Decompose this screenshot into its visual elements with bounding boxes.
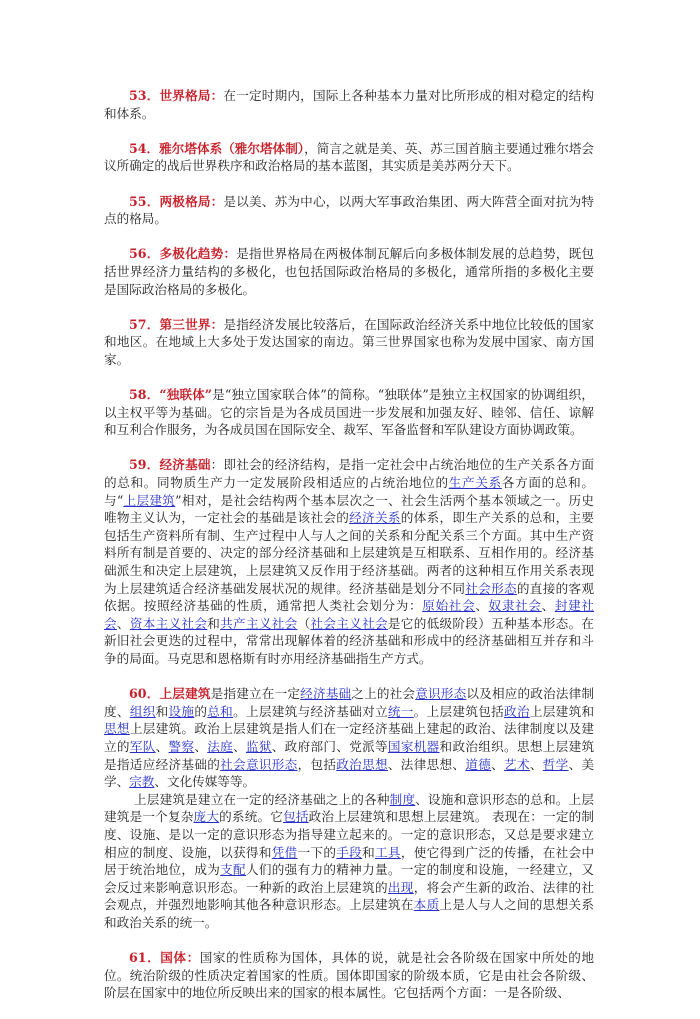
entry-number: 56． bbox=[129, 246, 160, 262]
entry-term: 国体： bbox=[160, 950, 200, 966]
entry-text: 、法律思想、 bbox=[387, 756, 466, 772]
link-huge[interactable]: 庞大 bbox=[193, 809, 220, 825]
entry-text: 、设施和意识形态的总和。上层建筑是一个复杂 bbox=[104, 791, 595, 825]
entry-text: 的体系，即生产关系的总和，主要包括生产资料所有制、生产过程中人与人之间的关系和分配关系三个方面。其中生产资料所有制是首要的、决定的部分经济基础和上层建筑是互相联系、互相作用的。经济基础派生和决定上层建筑，上层建筑又反作用于经济基础。两者的这种相互作用关系表现为上层建筑适合经济基础发展状况的规律。经济基础是划分不同 bbox=[104, 510, 595, 596]
entry-text: 人们的强有力的精神力量。一定的制度和设施，一经建立，又会反过来影响意识形态。一种新的政治上层建筑的 bbox=[104, 862, 595, 895]
entry-59 bbox=[104, 456, 594, 667]
link-social-ideology[interactable]: 社会意识形态 bbox=[220, 756, 298, 772]
entry-text: 上是人与人之间的思想关系和政治关系的统一。 bbox=[104, 897, 595, 930]
entry-text: 的直接的客观依据。按照经济基础的性质，通常把人类社会划分为： bbox=[104, 580, 595, 614]
entry-text: 以及相应的政治法律制度、 bbox=[104, 686, 595, 719]
entry-text: 。上层建筑与经济基础对立 bbox=[233, 703, 388, 719]
link-religion[interactable]: 宗教 bbox=[129, 774, 155, 790]
document-page bbox=[104, 87, 594, 1019]
link-capitalist-society[interactable]: 资本主义社会 bbox=[129, 615, 208, 631]
entry-term: 两极格局： bbox=[159, 193, 224, 209]
entry-text: ，简言之就是美、英、苏三国首脑主要通过雅尔塔会议所确定的战后世界秩序和政治格局的基本蓝图，其实质是美苏两分天下。 bbox=[104, 140, 595, 174]
link-essence[interactable]: 本质 bbox=[413, 897, 440, 913]
entry-text: 上层建筑和 bbox=[529, 703, 595, 719]
entry-text: 和 bbox=[362, 844, 375, 860]
entry-54 bbox=[104, 140, 594, 175]
link-state-machine[interactable]: 国家机器 bbox=[387, 738, 440, 754]
link-production-relations[interactable]: 生产关系 bbox=[448, 475, 502, 491]
entry-text: 、 bbox=[155, 738, 169, 754]
link-social-formation[interactable]: 社会形态 bbox=[465, 580, 517, 596]
entry-58 bbox=[104, 386, 594, 439]
entry-text: 、 bbox=[491, 756, 505, 772]
link-rely-on[interactable]: 凭借 bbox=[271, 844, 298, 860]
entry-60 bbox=[104, 685, 594, 791]
entry-text: 、 bbox=[233, 738, 246, 754]
entry-term: 多极化趋势： bbox=[159, 246, 237, 262]
link-superstructure[interactable]: 上层建筑 bbox=[123, 492, 176, 508]
entry-text: 国家的性质称为国体，具体的说，就是社会各阶级在国家中所处的地位。统治阶级的性质决定着国家的性质。国体即国家的阶级本质，它是由社会各阶级、阶层在国家中的地位所反映出来的国家的根本属性。它包括两个方面：一是各阶级、 bbox=[104, 950, 595, 1001]
entry-number: 55． bbox=[129, 193, 160, 209]
entry-text: ，将会产生新的政治、法律的社会观点，并强烈地影响其他各种意识形态。上层建筑在 bbox=[104, 879, 595, 913]
entry-text: 、美学、 bbox=[104, 756, 595, 790]
entry-text: 和 bbox=[207, 615, 221, 631]
entry-text: 、政府部门、党派等 bbox=[271, 738, 388, 754]
entry-term: 经济基础 bbox=[159, 457, 211, 473]
link-sum[interactable]: 总和 bbox=[207, 703, 234, 719]
entry-number: 59． bbox=[129, 457, 160, 473]
link-primitive-society[interactable]: 原始社会 bbox=[422, 598, 476, 614]
entry-number: 57． bbox=[129, 316, 160, 332]
link-emerge[interactable]: 出现 bbox=[387, 879, 414, 895]
entry-text: 、 bbox=[116, 615, 130, 631]
entry-55 bbox=[104, 193, 594, 228]
entry-text: 、 bbox=[194, 738, 208, 754]
link-political-thought[interactable]: 政治思想 bbox=[336, 756, 388, 772]
entry-text: 是它的低级阶段）五种基本形态。在新旧社会更迭的过程中，常常出现解体着的经济基础和形成中的经济基础相互并存和斗争的局面。马克思和恩格斯有时亦用经济基础指生产方式。 bbox=[104, 615, 595, 666]
link-art[interactable]: 艺术 bbox=[504, 756, 530, 772]
entry-term: 雅尔塔体系（雅尔塔体制） bbox=[159, 140, 305, 156]
entry-text: 、 bbox=[541, 598, 555, 614]
link-slave-society[interactable]: 奴隶社会 bbox=[488, 598, 542, 614]
entry-text: 的 bbox=[194, 703, 208, 719]
entry-61 bbox=[104, 949, 594, 1002]
link-dominate[interactable]: 支配 bbox=[220, 862, 246, 878]
link-thought[interactable]: 思想 bbox=[104, 721, 130, 737]
entry-number: 60． bbox=[129, 686, 160, 702]
entry-53 bbox=[104, 87, 594, 122]
link-feudal-society[interactable]: 封建社会 bbox=[104, 598, 595, 631]
link-economic-base[interactable]: 经济基础 bbox=[300, 686, 352, 702]
link-politics[interactable]: 政治 bbox=[504, 703, 530, 719]
link-morality[interactable]: 道德 bbox=[465, 756, 492, 772]
link-organization[interactable]: 组织 bbox=[129, 703, 156, 719]
link-communist-society[interactable]: 共产主义社会 bbox=[220, 615, 298, 631]
link-ideology[interactable]: 意识形态 bbox=[415, 686, 467, 702]
entry-text: 在一定时期内，国际上各种基本力量对比所形成的相对稳定的结构和体系。 bbox=[104, 88, 595, 121]
link-means[interactable]: 手段 bbox=[336, 844, 363, 860]
entry-text: ”相对，是社会结构两个基本层次之一、社会生活两个基本领域之一。历史唯物主义认为，一定社会的基础是该社会的 bbox=[104, 492, 594, 526]
entry-text: 上层建筑。政治上层建筑是指人们在一定经济基础上建起的政治、法律制度以及建立的 bbox=[104, 721, 595, 754]
entry-number: 58． bbox=[129, 387, 160, 403]
link-facilities[interactable]: 设施 bbox=[168, 703, 195, 719]
entry-text: 是指经济发展比较落后，在国际政治经济关系中地位比较低的国家和地区。在地域上大多处于发达国家的南边。第三世界国家也称为发展中国家、南方国家。 bbox=[104, 316, 595, 367]
entry-text: 之上的社会 bbox=[351, 686, 416, 702]
entry-text: 一下的 bbox=[297, 844, 337, 860]
link-include[interactable]: 包括 bbox=[283, 809, 309, 825]
link-tools[interactable]: 工具 bbox=[375, 844, 401, 860]
link-system[interactable]: 制度 bbox=[389, 791, 416, 807]
entry-56 bbox=[104, 245, 594, 298]
entry-text: 是指世界格局在两极体制瓦解后向多极体制发展的总趋势，既包括世界经济力量结构的多极化，也包括国际政治格局的多极化，通常所指的多极化主要是国际政治格局的多极化。 bbox=[104, 246, 595, 297]
link-police[interactable]: 警察 bbox=[168, 738, 195, 754]
entry-text: 。上层建筑包括 bbox=[413, 703, 505, 719]
entry-text: 、 bbox=[529, 756, 543, 772]
entry-text: ：即社会的经济结构，是指一定社会中占统治地位的生产关系各方面的总和。同物质生产力一定发展阶段相适应的占统治地位的 bbox=[104, 457, 595, 491]
entry-number: 61． bbox=[129, 950, 161, 966]
link-socialist-society[interactable]: 社会主义社会 bbox=[310, 615, 388, 631]
entry-text: 上层建筑是建立在一定的经济基础之上的各种 bbox=[134, 791, 390, 807]
entry-57 bbox=[104, 316, 594, 369]
entry-term: “独联体” bbox=[159, 387, 213, 403]
entry-text: 、 bbox=[475, 598, 489, 614]
entry-number: 54． bbox=[129, 140, 160, 156]
entry-text: 各方面的总和。与“ bbox=[104, 475, 595, 508]
entry-term: 第三世界： bbox=[159, 316, 224, 332]
link-prison[interactable]: 监狱 bbox=[245, 738, 272, 754]
entry-number: 53． bbox=[129, 88, 160, 103]
link-unity[interactable]: 统一 bbox=[387, 703, 414, 719]
link-army[interactable]: 军队 bbox=[129, 738, 156, 754]
entry-term: 世界格局： bbox=[159, 88, 224, 103]
entry-60-continued bbox=[104, 791, 594, 932]
entry-text: 、文化传媒等等。 bbox=[154, 774, 256, 790]
entry-text: 是“独立国家联合体”的简称。“独联体”是独立主权国家的协调组织，以主权平等为基础。它的宗旨是为各成员国进一步发展和加强友好、睦邻、信任、谅解和互利合作服务，为各成员国在国际安全、裁军、军备监督和军队建设方面协调政策。 bbox=[104, 387, 594, 438]
entry-term: 上层建筑 bbox=[159, 686, 211, 702]
entry-text: ，包括 bbox=[297, 756, 337, 772]
link-philosophy[interactable]: 哲学 bbox=[542, 756, 569, 772]
entry-text: 是以美、苏为中心，以两大军事政治集团、两大阵营全面对抗为特点的格局。 bbox=[104, 193, 595, 227]
link-court[interactable]: 法庭 bbox=[207, 738, 234, 754]
entry-text: 是指建立在一定 bbox=[210, 686, 301, 702]
entry-text: 和政治组织。思想上层建筑是指适应经济基础的 bbox=[104, 738, 595, 772]
entry-text: 政治上层建筑和思想上层建筑。 表现在：一定的制度、设施、是以一定的意识形态为指导建立起来的。一定的意识形态，又总是要求建立相应的制度、设施，以获得和 bbox=[104, 809, 595, 860]
entry-text: 和 bbox=[155, 703, 169, 719]
entry-text: 的系统。它 bbox=[219, 809, 284, 825]
entry-text: ，使它得到广泛的传播，在社会中居于统治地位，成为 bbox=[104, 844, 595, 878]
link-economic-relations[interactable]: 经济关系 bbox=[349, 510, 401, 526]
entry-text: （ bbox=[297, 615, 311, 631]
